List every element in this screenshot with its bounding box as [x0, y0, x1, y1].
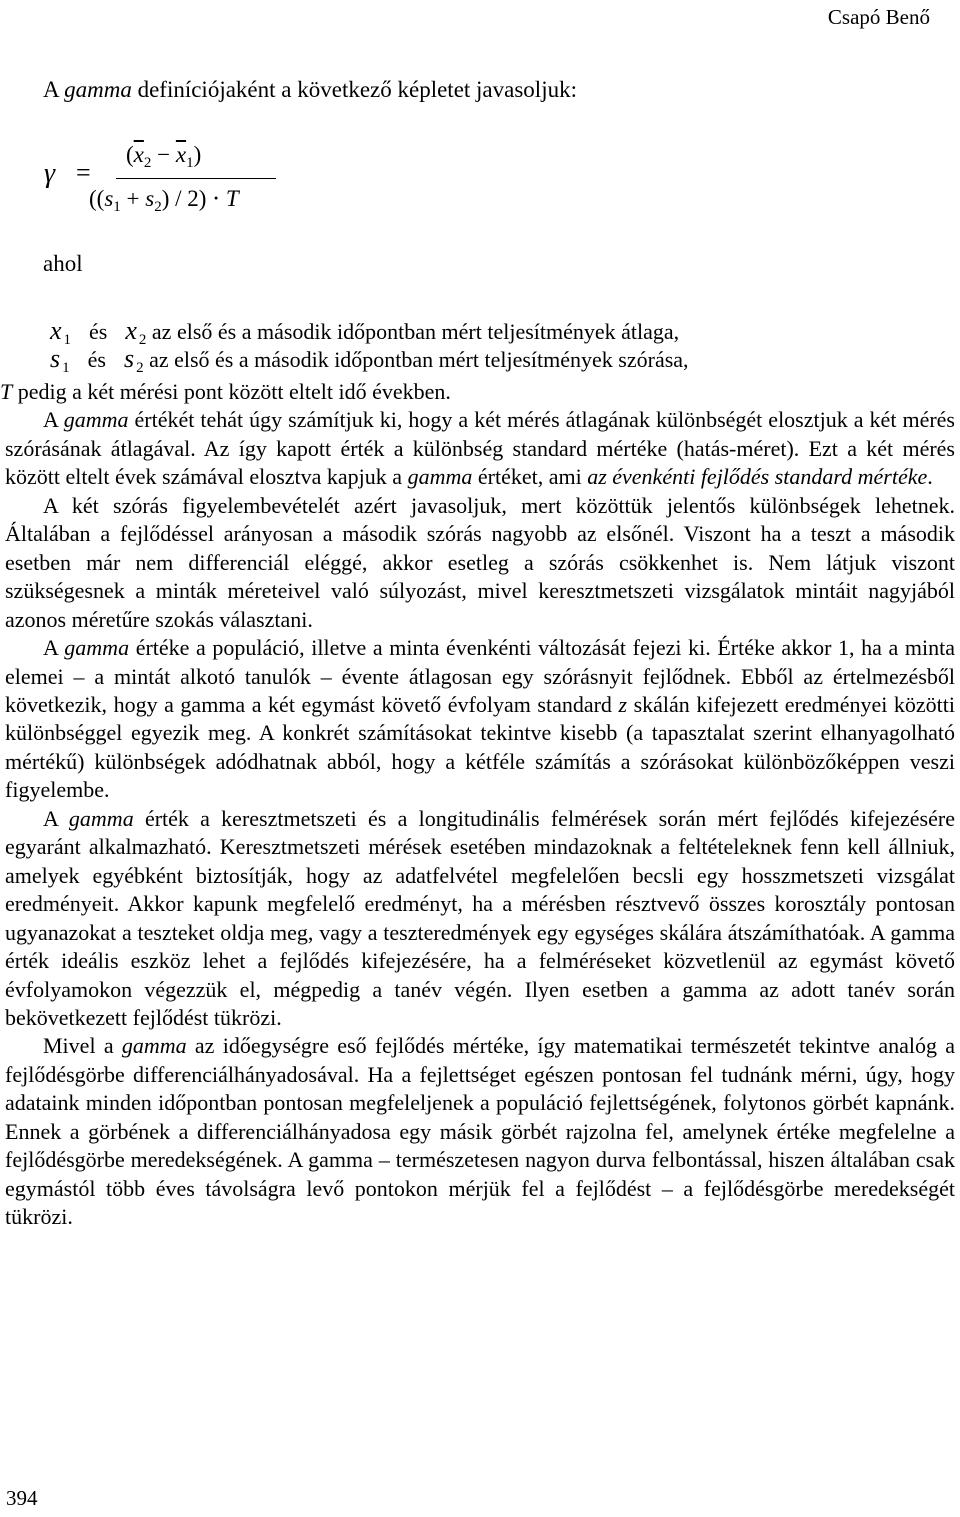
- paragraph-1: A gamma értékét tehát úgy számítjuk ki, hogy a két mérés átlagának különbségét elosztjuk a két mérés szórásának átlagával. Az így kapott érték a különbség standard mértéke (hatás-méret). Ezt a két mérés között eltelt évek számával elosztva kapjuk a gamma értéket, ami az évenkénti fejlődés standard mértéke.: [5, 407, 955, 490]
- paragraph-2: A két szórás figyelembevételét azért javasoljuk, mert közöttük jelentős különbségek lehetnek. Általában a fejlődéssel arányosan a második szórás nagyobb az elsőnél. Viszont ha a teszt a második esetben már nem differenciál eléggé, akkor esetleg a szórás csökkenhet is. Nem látjuk viszont szükségesnek a minták méreteivel való súlyozást, mivel keresztmetszeti vizsgálatok mintáit nagyjából azonos méretűre szokás választani.: [5, 492, 955, 632]
- definition-x: x $_1$ és x $_2$ az első és a második időpontban mért teljesítmények átlaga,: [50, 316, 680, 348]
- formula-gamma-symbol: γ: [44, 158, 56, 189]
- gamma-term: gamma: [64, 77, 132, 102]
- definition-t: T pedig a két mérési pont között eltelt idő években.: [0, 379, 451, 404]
- paragraph-5: Mivel a gamma az időegységre eső fejlődés mértéke, így matematikai természetét tekintve analóg a fejlődésgörbe differenciálhányadosával. Ha a fejlettséget egészen pontosan fel tudnánk mérni, úgy, hogy adataink minden időpontban pontosan megfeleljenek a populáció fejlettségének, folytonos görbét kapnánk. Ennek a görbének a differenciálhányadosa egy másik görbét rajzolna fel, amelynek értéke megfelelne a fejlődésgörbe meredekségének. A gamma – természetesen nagyon durva felbontással, hiszen általában csak egymástól több éves távolságra levő pontokon mérjük fel a fejlődést – a fejlődésgörbe meredekségét tükrözi.: [5, 1033, 955, 1230]
- formula-equals: =: [76, 158, 91, 187]
- formula-fraction-bar: [116, 178, 276, 179]
- formula-numerator: $(\overline{x}_2 - \overline{x}_1)$: [126, 142, 202, 171]
- running-header-author: Csapó Benő: [827, 5, 930, 29]
- definition-s: s $_1$ és s $_2$ az első és a második időpontban mért teljesítmények szórása,: [50, 344, 689, 376]
- body-text: [0, 378, 955, 1232]
- paragraph-3: A gamma értéke a populáció, illetve a minta évenkénti változását fejezi ki. Értéke akkor 1, ha a minta elemei – a mintát alkotó tanulók – évente átlagosan egy szórásnyit fejlődnek. Ebből az értelmezésből következik, hogy a gamma a két egymást követő évfolyam standard z skálán kifejezett eredményei közötti különbséggel egyezik meg. A konkrét számításokat tekintve kisebb (a tapasztalat szerint elhanyagolható mértékű) különbségek adódhatnak abból, hogy a kétféle számítás a szórásokat különbözőképpen veszi figyelembe.: [5, 635, 955, 803]
- intro-sentence: A gamma definíciójaként a következő képletet javasoljuk:: [43, 77, 577, 102]
- paragraph-4: A gamma érték a keresztmetszeti és a longitudinális felmérések során mért fejlődés kifejezésére egyaránt alkalmazható. Keresztmetszeti mérések esetében mindazoknak a feltételeknek fenn kell állniuk, amelyek egyébként biztosítják, hogy az adatfelvétel megfelelően becsli egy hosszmetszeti vizsgálat eredményeit. Akkor kapunk megfelelő eredményt, ha a mérésben résztvevő összes korosztály pontosan ugyanazokat a teszteket oldja meg, vagy a teszteredmények egy egységes skálára átszámíthatóak. A gamma érték ideális eszköz lehet a fejlődés kifejezésére, ha a felméréseket közvetlenül az egymást követő évfolyamokon végezzük el, mégpedig a tanév végén. Ilyen esetben a gamma az adott tanév során bekövetkezett fejlődést tükrözi.: [5, 805, 955, 1030]
- formula-denominator: $((s_1 + s_2) / 2) \cdot T$: [89, 186, 239, 215]
- gamma-formula: [44, 142, 274, 215]
- ahol-label: ahol: [43, 251, 83, 276]
- page-number: 394: [6, 1486, 38, 1510]
